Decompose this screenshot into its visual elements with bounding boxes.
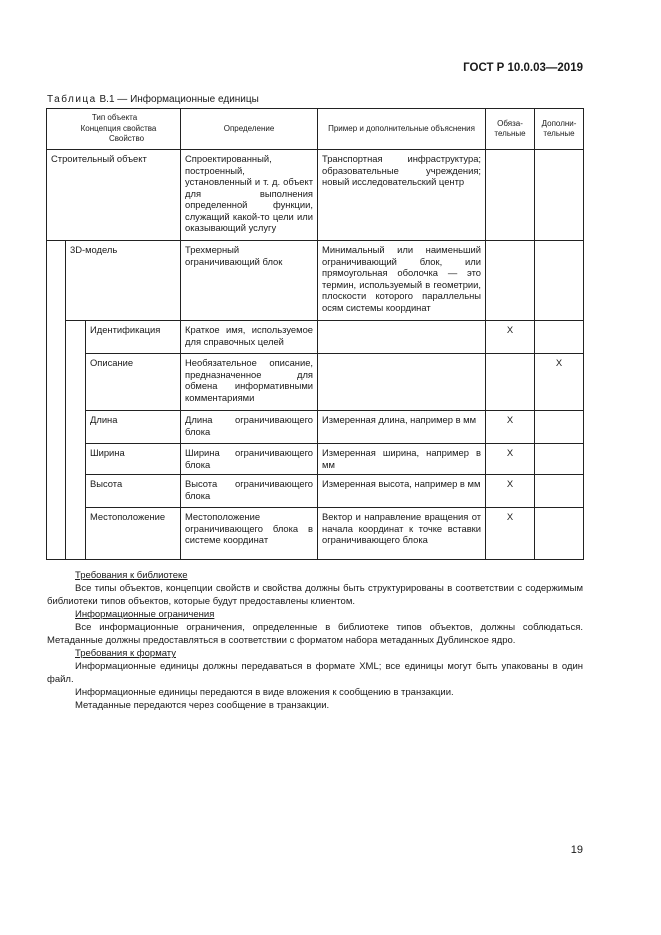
row-optional	[535, 241, 584, 321]
row-example: Транспортная инфраструктура; образовательные учреждения; новый исследовательский центр	[318, 150, 486, 241]
row-optional	[535, 411, 584, 444]
header-optional: Дополни-тельные	[535, 109, 584, 150]
table-row	[47, 241, 584, 321]
header-object-type	[47, 109, 181, 150]
section-heading-format: Требования к формату	[75, 648, 177, 659]
section-heading-library: Требования к библиотеке	[75, 570, 188, 581]
row-mandatory: Х	[486, 321, 535, 354]
row-optional	[535, 321, 584, 354]
table-caption-title: — Информационные единицы	[114, 94, 259, 105]
paragraph-metadata: Метаданные передаются через сообщение в транзакции.	[75, 700, 330, 711]
header-mandatory: Обяза-тельные	[486, 109, 535, 150]
header-example: Пример и дополнительные объяснения	[318, 109, 486, 150]
table-row	[47, 411, 584, 444]
row-definition: Высота ограничивающего блока	[181, 475, 318, 508]
row-indent-cell	[47, 241, 66, 560]
row-mandatory: Х	[486, 475, 535, 508]
row-name: Строительный объект	[47, 150, 181, 241]
paragraph-library: Все типы объектов, концепции свойств и свойства должны быть структурированы в соответствии с содержимым библиотеки типов объектов, которые будут предоставлены клиентом.	[47, 583, 583, 607]
row-definition: Необязательное описание, предназначенное для обмена информативными комментариями	[181, 354, 318, 411]
row-optional	[535, 150, 584, 241]
row-name: Ширина	[86, 444, 181, 475]
header-object-type-line3: Свойство	[108, 134, 145, 144]
row-definition: Краткое имя, используемое для справочных целей	[181, 321, 318, 354]
table-caption	[47, 94, 259, 105]
row-optional	[535, 508, 584, 560]
row-example	[318, 354, 486, 411]
table-header-row	[47, 109, 584, 150]
row-indent-cell	[66, 321, 86, 560]
row-mandatory: Х	[486, 444, 535, 475]
row-mandatory	[486, 241, 535, 321]
row-example: Измеренная длина, например в мм	[318, 411, 486, 444]
row-definition: Трехмерный ограничивающий блок	[181, 241, 318, 321]
row-name: Идентификация	[86, 321, 181, 354]
paragraph-format: Информационные единицы должны передаваться в формате XML; все единицы могут быть упакованы в один файл.	[47, 661, 583, 685]
row-optional	[535, 444, 584, 475]
row-example	[318, 321, 486, 354]
table-caption-label: Таблица	[47, 94, 97, 105]
information-units-table	[46, 108, 584, 560]
paragraph-attachment: Информационные единицы передаются в виде вложения к сообщению в транзакции.	[75, 687, 454, 698]
row-name: Описание	[86, 354, 181, 411]
header-definition: Определение	[181, 109, 318, 150]
table-row	[47, 321, 584, 354]
page-number: 19	[570, 844, 583, 856]
header-object-type-line1: Тип объекта	[91, 113, 138, 123]
row-name: Высота	[86, 475, 181, 508]
row-mandatory	[486, 354, 535, 411]
row-optional: Х	[535, 354, 584, 411]
row-example: Измеренная высота, например в мм	[318, 475, 486, 508]
table-row	[47, 508, 584, 560]
table-row	[47, 354, 584, 411]
header-object-type-line2: Концепция свойства	[80, 123, 157, 133]
row-example: Измеренная ширина, например в мм	[318, 444, 486, 475]
row-mandatory: Х	[486, 508, 535, 560]
document-code: ГОСТ Р 10.0.03—2019	[463, 62, 583, 74]
table-row	[47, 475, 584, 508]
row-example: Минимальный или наименьший ограничивающий блок, или прямоугольная оболочка — это термин, используемый в геометрии, плоскости которого параллельны осям системы координат	[318, 241, 486, 321]
table-row	[47, 150, 584, 241]
row-definition: Спроектированный, построенный, установленный и т. д. объект для выполнения определенной функции, служащий какой-то цели или оказывающий услугу	[181, 150, 318, 241]
row-optional	[535, 475, 584, 508]
body-text	[47, 569, 583, 712]
paragraph-constraints: Все информационные ограничения, определенные в библиотеке типов объектов, должны соблюдаться. Метаданные должны предоставляться в соответствии с форматом набора метаданных Дублинское ядро.	[47, 622, 583, 646]
row-name: Местоположение	[86, 508, 181, 560]
row-definition: Местоположение ограничивающего блока в системе координат	[181, 508, 318, 560]
row-example: Вектор и направление вращения от начала координат к точке вставки ограничивающего блока	[318, 508, 486, 560]
row-definition: Длина ограничивающего блока	[181, 411, 318, 444]
table-row	[47, 444, 584, 475]
row-mandatory	[486, 150, 535, 241]
section-heading-constraints: Информационные ограничения	[75, 609, 215, 620]
table-caption-number: В.1	[99, 94, 115, 105]
row-name: 3D-модель	[66, 241, 181, 321]
row-mandatory: Х	[486, 411, 535, 444]
row-definition: Ширина ограничивающего блока	[181, 444, 318, 475]
row-name: Длина	[86, 411, 181, 444]
